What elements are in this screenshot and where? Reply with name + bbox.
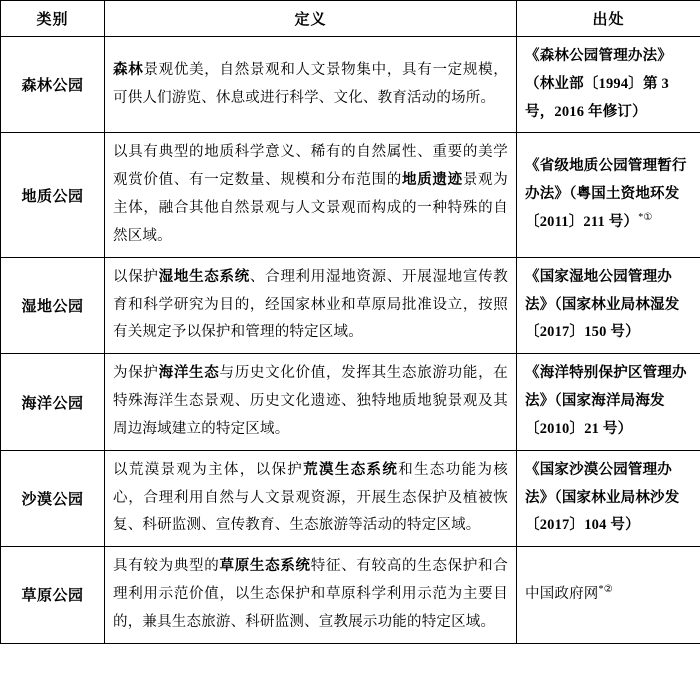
column-header-definition: 定义 [105,1,517,37]
text-run: 中国政府网 [525,586,599,603]
table-row [1,354,700,450]
text-run: 《省级地质公园管理暂行办法》（粤国 [525,158,687,203]
cell-category: 草原公园 [1,547,105,643]
text-run: 湿地生态系统 [158,268,250,285]
text-run: 以保护 [113,268,159,285]
text-run: 《国家湿地公园管理办法》（国家林业局林湿发〔2017〕150 号） [525,268,680,341]
table-body [1,37,700,644]
text-run: 为保护 [113,365,159,382]
table-row [1,450,700,546]
text-run: 地质遗迹 [402,172,463,189]
text-run: 以荒漠景观为主体，以保护 [113,461,304,478]
text-run: 海洋生态 [158,365,220,382]
text-run: 特征、有较高的生态保护和合理利用示范价值，以生态保护和草原科学利用示范为主要目的，兼具生态旅游、科研监测、宣教展示功能的特定区域。 [113,558,508,630]
text-run: 景观优美，自然景观和人文景物集中，具有一定规模，可供人们游览、休息或进行科学、文化、教育活动的场所。 [113,61,508,106]
text-run: 具有较为典型的 [113,558,220,575]
cell-definition [105,547,517,643]
cell-source [517,37,700,133]
cell-definition [105,37,517,133]
cell-category: 湿地公园 [1,257,105,353]
text-run: 《海洋特别保护区管理办法》（国家海洋局海发〔2010〕21 号） [525,365,687,437]
cell-category: 沙漠公园 [1,450,105,546]
table-row [1,37,700,133]
text-run: 和生态功能为核心，合理利用自然与人文景观资源，开展生态保护及植被恢复、科研监测、宣传教育、生态旅游等活动的特定区域。 [113,461,509,534]
text-run: 土资 [605,186,636,203]
text-run: 《森林公园管理办法》（林业部〔1994〕第 3 号，2016 年修订） [525,48,672,120]
cell-source [517,257,700,353]
column-header-source: 出处 [517,1,700,37]
table-header-row [1,1,700,37]
cell-definition [105,257,517,353]
cell-category: 海洋公园 [1,354,105,450]
text-run: *① [638,212,653,224]
cell-definition [105,133,517,257]
cell-source [517,354,700,450]
cell-definition [105,450,517,546]
text-run: 与历史文化价值，发挥其生态旅游功能，在特殊海洋生态景观、历史文化遗迹、独特地质地貌景观及其周边海域建立的特定区域。 [113,365,508,437]
text-run: 景观为主体，融合其他自然景观与人文景观而构成的一种特殊的自然区域。 [113,172,508,244]
text-run: 草原生态系统 [219,558,311,575]
text-run: 荒漠生态系统 [303,461,399,478]
text-run: 以具有典型的地质科学意义、稀有的自然属性、重要的美学观赏价值、有一定数量、规模和分布范围的 [113,144,508,189]
text-run: 地环发〔2011〕211 号） [525,186,680,231]
text-run: 《国家沙漠公园管理办法》（国家林业局林沙发〔2017〕104 号） [525,461,680,534]
table-header [1,1,700,37]
cell-source [517,133,700,257]
table-row [1,547,700,643]
text-run: 、合理利用湿地资源、开展湿地宣传教育和科学研究为目的，经国家林业和草原局批准设立，按照有关规定予以保护和管理的特定区域。 [113,268,509,341]
cell-definition [105,354,517,450]
table-row [1,133,700,257]
column-header-category: 类别 [1,1,105,37]
cell-source [517,547,700,643]
cell-category: 地质公园 [1,133,105,257]
cell-source [517,450,700,546]
cell-category: 森林公园 [1,37,105,133]
text-run: 森林 [113,61,144,78]
text-run: *② [598,584,613,596]
table-row [1,257,700,353]
